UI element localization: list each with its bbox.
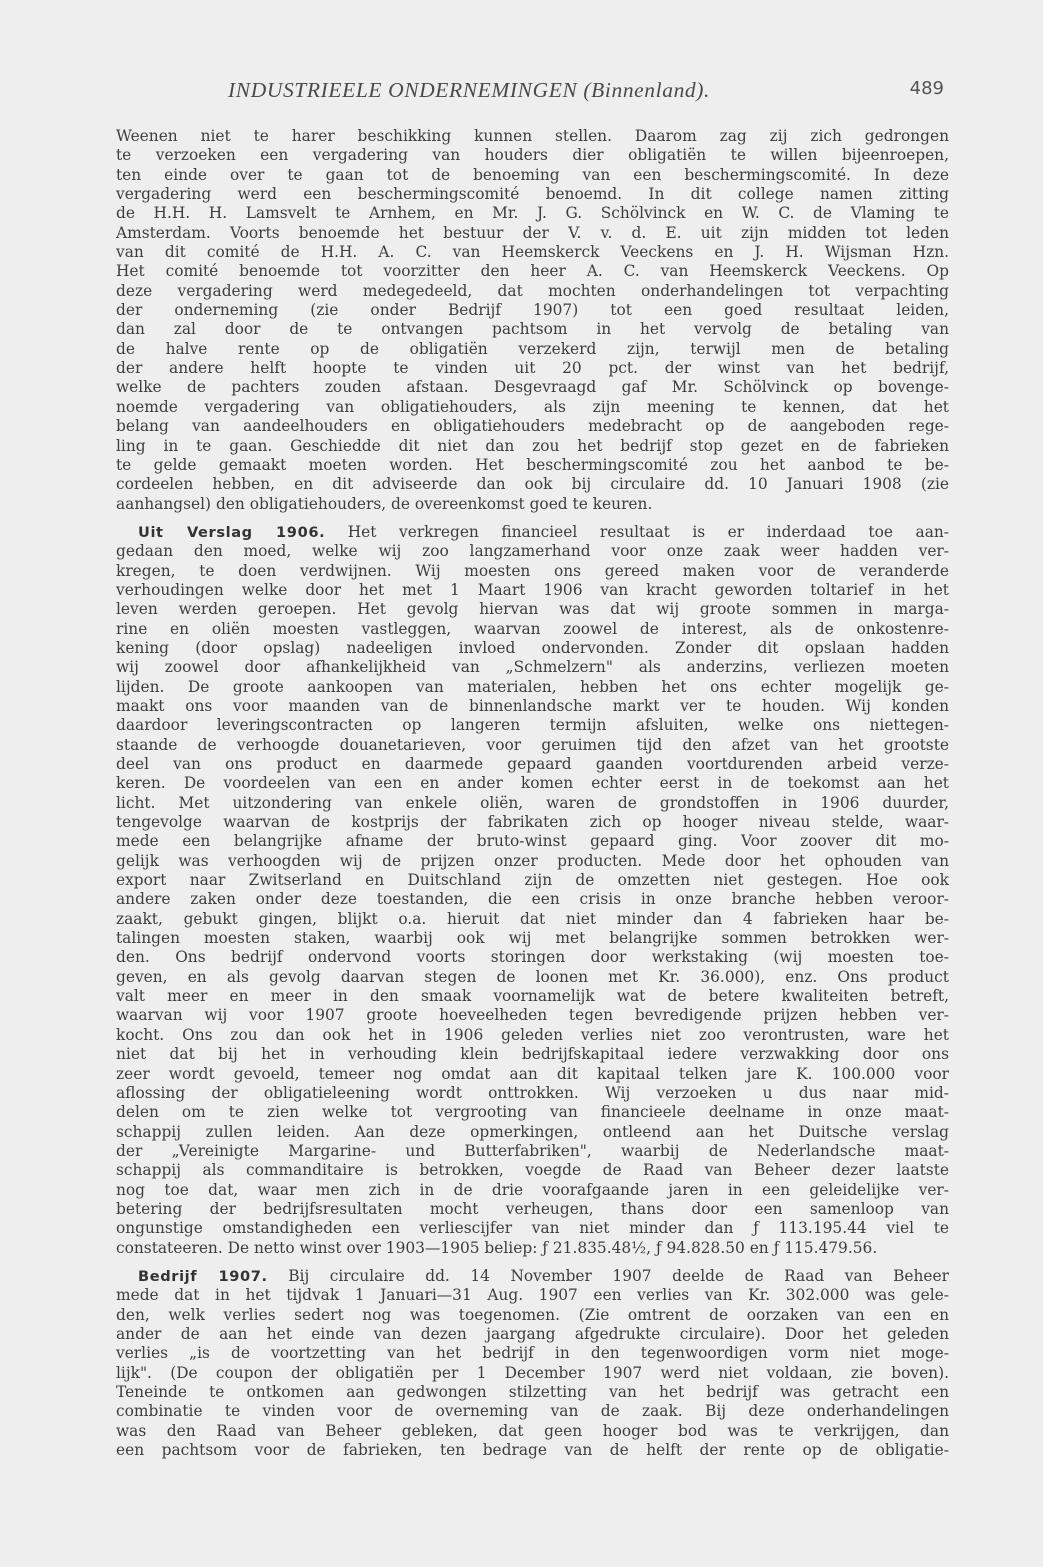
text-line: gedaan den moed, welke wij zoo langzamerhand voor onze zaak weer hadden ver-	[116, 542, 949, 561]
text-line: keren. De voordeelen van een en ander komen echter eerst in de toekomst aan het	[116, 774, 949, 793]
text-line: daardoor leveringscontracten op langeren termijn afsluiten, welke ons niettegen-	[116, 716, 949, 735]
text-line: lijden. De groote aankoopen van materialen, hebben het ons echter mogelijk ge-	[116, 677, 949, 696]
text-line: betering der bedrijfsresultaten mocht verheugen, thans door een samenloop van	[116, 1199, 949, 1218]
running-title: INDUSTRIEELE ONDERNEMINGEN (Binnenland).	[228, 78, 711, 102]
text-line: de halve rente op de obligatiën verzekerd zijn, terwijl men de betaling	[116, 339, 949, 358]
text-line: mede dat in het tijdvak 1 Januari—31 Aug. 1907 een verlies van Kr. 302.000 was gele-	[116, 1286, 949, 1305]
text-line: den. Ons bedrijf ondervond voorts storingen door werkstaking (wij moesten toe-	[116, 948, 949, 967]
text-fragment: Het verkregen financieel resultaat is er inderdaad toe aan-	[347, 522, 949, 541]
text-line: den, welk verlies sedert nog was toegenomen. (Zie omtrent de oorzaken van een en	[116, 1305, 949, 1324]
body-text	[116, 127, 949, 1460]
text-line: constateeren. De netto winst over 1903—1905 beliep: ƒ 21.835.48½, ƒ 94.828.50 en ƒ 115.479.56.	[116, 1238, 878, 1257]
text-line: noemde vergadering van obligatiehouders, als zijn meening te kennen, dat het	[116, 397, 949, 416]
text-line: Teneinde te ontkomen aan gedwongen stilzetting van het bedrijf was getracht een	[116, 1383, 949, 1401]
text-line: kregen, te doen verdwijnen. Wij moesten ons gereed maken voor de veranderde	[116, 561, 949, 580]
text-line: welke de pachters zouden afstaan. Desgevraagd gaf Mr. Schölvinck op bovenge-	[116, 378, 949, 397]
text-line: leven werden geroepen. Het gevolg hiervan was dat wij groote sommen in marga-	[116, 600, 949, 619]
text-line: schappij zullen leiden. Aan deze opmerkingen, ontleend aan het Duitsche verslag	[116, 1122, 949, 1141]
text-line: talingen moesten staken, waarbij ook wij met belangrijke sommen betrokken wer-	[116, 929, 949, 948]
text-line: te gelde gemaakt moeten worden. Het beschermingscomité zou het aanbod te be-	[116, 455, 949, 474]
paragraph-gap	[116, 514, 949, 523]
text-line: waarvan wij voor 1907 groote hoeveelheden tegen bevredigende prijzen hebben ver-	[116, 1006, 949, 1025]
paragraph-continuation	[116, 127, 949, 514]
text-line: gelijk was verhoogden wij de prijzen onzer producten. Mede door het ophouden van	[116, 851, 949, 870]
text-line: combinatie te vinden voor de overneming van de zaak. Bij deze onderhandelingen	[116, 1402, 949, 1421]
text-line: te verzoeken een vergadering van houders dier obligatiën te willen bijeenroepen,	[116, 146, 949, 165]
text-line: Weenen niet te harer beschikking kunnen stellen. Daarom zag zij zich gedrongen	[116, 127, 949, 145]
text-line: aanhangsel) den obligatiehouders, de overeenkomst goed te keuren.	[116, 494, 653, 513]
text-line: der „Vereinigte Margarine- und Butterfabriken", waarbij de Nederlandsche maat-	[116, 1141, 949, 1160]
text-line: ten einde over te gaan tot de benoeming van een beschermingscomité. In deze	[116, 165, 949, 184]
text-line: aflossing der obligatieleening wordt onttrokken. Wij verzoeken u dus naar mid-	[116, 1083, 949, 1102]
text-line: deze vergadering werd medegedeeld, dat mochten onderhandelingen tot verpachting	[116, 281, 949, 300]
text-line: kening (door opslag) nadeeligen invloed ondervonden. Zonder dit opslaan hadden	[116, 638, 949, 657]
text-line: ongunstige omstandigheden een verliescijfer van niet minder dan ƒ 113.195.44 viel te	[116, 1219, 949, 1238]
text-fragment: Bij circulaire dd. 14 November 1907 deelde de Raad van Beheer	[288, 1266, 949, 1285]
text-line: een pachtsom voor de fabrieken, ten bedrage van de helft der rente op de obligatie-	[116, 1441, 949, 1460]
text-line: staande de verhoogde douanetarieven, voor geruimen tijd den afzet van het grootste	[116, 735, 949, 754]
text-line: kocht. Ons zou dan ook het in 1906 geleden verlies niet zoo verontrusten, ware het	[116, 1025, 949, 1044]
text-line: geven, en als gevolg daarvan stegen de loonen met Kr. 36.000), enz. Ons product	[116, 967, 949, 986]
text-line: deel van ons product en daarmede gepaard gaanden voortdurenden arbeid verze-	[116, 755, 949, 773]
text-line: dan zal door de te ontvangen pachtsom in het vervolg de betaling van	[116, 320, 949, 339]
running-head	[118, 78, 948, 108]
text-line: licht. Met uitzondering van enkele oliën, waren de grondstoffen in 1906 duurder,	[116, 793, 949, 812]
text-line: de H.H. H. Lamsvelt te Arnhem, en Mr. J. G. Schölvinck en W. C. de Vlaming te	[116, 204, 949, 223]
text-line: zeer wordt gevoeld, temeer nog omdat aan dit kapitaal telken jare K. 100.000 voor	[116, 1064, 949, 1083]
text-line: verhoudingen welke door het met 1 Maart 1906 van kracht geworden toltarief in het	[116, 580, 949, 599]
text-line: der andere helft hoopte te vinden uit 20 pct. der winst van het bedrijf,	[116, 359, 949, 378]
text-line: valt meer en meer in den smaak voornamelijk wat de betere kwaliteiten betreft,	[116, 987, 949, 1006]
text-line: vergadering werd een beschermingscomité benoemd. In dit college namen zitting	[116, 185, 949, 204]
paragraph-gap	[116, 1258, 949, 1267]
text-line-with-heading	[116, 523, 949, 542]
text-line: ander de aan het einde van dezen jaargang afgedrukte circulaire). Door het geleden	[116, 1324, 949, 1343]
text-line-with-heading	[116, 1267, 949, 1286]
text-line: nog toe dat, waar men zich in de drie voorafgaande jaren in een geleidelijke ver-	[116, 1180, 949, 1199]
text-line: maakt ons voor maanden van de binnenlandsche markt ver te houden. Wij konden	[116, 696, 949, 715]
paragraph-uit-verslag-1906	[116, 523, 949, 1258]
text-line: schappij als commanditaire is betrokken, voegde de Raad van Beheer dezer laatste	[116, 1161, 949, 1180]
text-line: belang van aandeelhouders en obligatiehouders medebracht op de aangeboden rege-	[116, 417, 949, 436]
text-line: zaakt, gebukt gingen, blijkt o.a. hieruit dat niet minder dan 4 fabrieken haar be-	[116, 909, 949, 928]
text-line: tengevolge waarvan de kostprijs der fabrikaten zich op hooger niveau stelde, waar-	[116, 813, 949, 832]
text-line: wij zoowel door afhankelijkheid van „Schmelzern" als anderzins, verliezen moeten	[116, 658, 949, 677]
text-line: andere zaken onder deze toestanden, die een crisis in onze branche hebben veroor-	[116, 890, 949, 909]
text-line: der onderneming (zie onder Bedrijf 1907) tot een goed resultaat leiden,	[116, 301, 949, 320]
text-line: was den Raad van Beheer gebleken, dat geen hooger bod was te verkrijgen, dan	[116, 1421, 949, 1440]
text-line: rine en oliën moesten vastleggen, waarvan zoowel de interest, als de onkostenre-	[116, 619, 949, 638]
text-line: cordeelen hebben, en dit adviseerde dan ook bij circulaire dd. 10 Januari 1908 (zie	[116, 475, 949, 494]
run-in-heading: Uit Verslag 1906.	[138, 523, 326, 541]
text-line: Het comité benoemde tot voorzitter den heer A. C. van Heemskerck Veeckens. Op	[116, 262, 949, 281]
text-line: export naar Zwitserland en Duitschland zijn de omzetten niet gestegen. Hoe ook	[116, 871, 949, 890]
text-line: van dit comité de H.H. A. C. van Heemskerck Veeckens en J. H. Wijsman Hzn.	[116, 243, 949, 262]
text-line: ling in te gaan. Geschiedde dit niet dan zou het bedrijf stop gezet en de fabrieken	[116, 436, 949, 455]
run-in-heading: Bedrijf 1907.	[138, 1267, 268, 1285]
paragraph-bedrijf-1907	[116, 1267, 949, 1460]
text-line: lijk". (De coupon der obligatiën per 1 December 1907 werd niet voldaan, zie boven).	[116, 1363, 949, 1382]
text-line: Amsterdam. Voorts benoemde het bestuur der V. v. d. E. uit zijn midden tot leden	[116, 223, 949, 242]
text-line: mede een belangrijke afname der bruto-winst gepaard ging. Voor zoover dit mo-	[116, 832, 949, 851]
text-line: delen om te zien welke tot vergrooting van financieele deelname in onze maat-	[116, 1103, 949, 1122]
text-line: verlies „is de voortzetting van het bedrijf in den tegenwoordigen vorm niet moge-	[116, 1344, 949, 1363]
text-line: niet dat bij het in verhouding klein bedrijfskapitaal iedere verzwakking door ons	[116, 1045, 949, 1064]
page-number: 489	[909, 78, 944, 99]
